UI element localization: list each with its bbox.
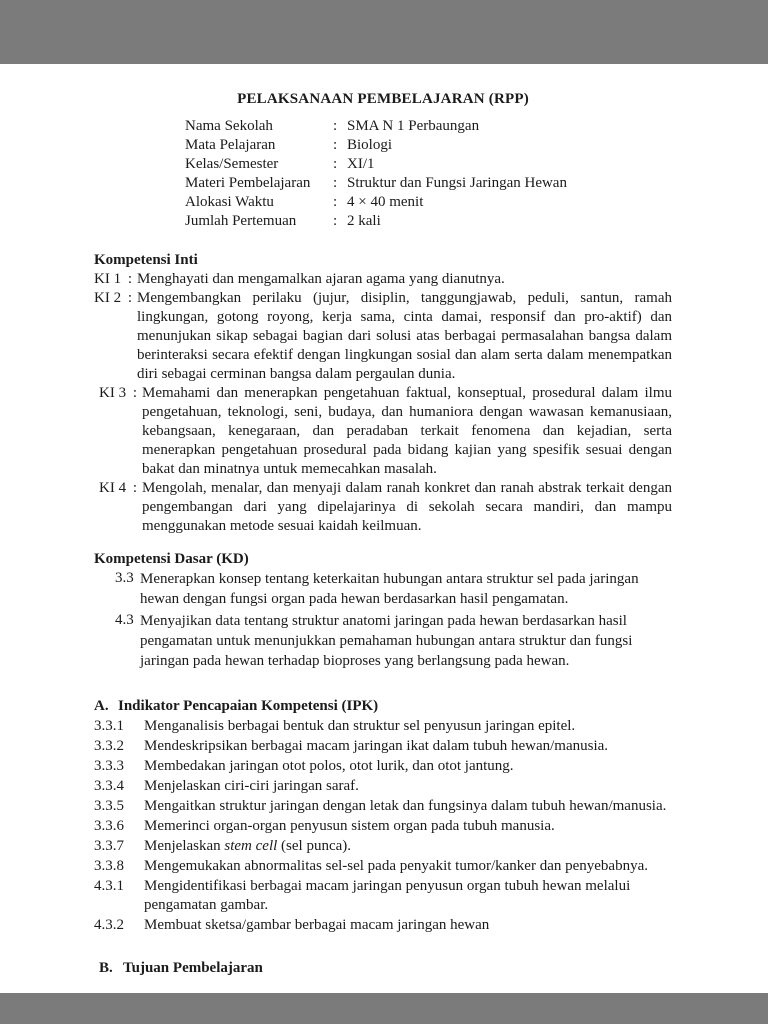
ipk-item-4-3-2 (94, 916, 672, 935)
heading-ipk (94, 697, 672, 716)
info-label: Kelas/Semester (185, 156, 279, 172)
ki-item-3 (94, 384, 672, 479)
info-row-nama-sekolah (185, 117, 672, 136)
ipk-number: 3.3.1 (94, 718, 124, 734)
ki-separator: : (127, 271, 133, 287)
kd-text: Menyajikan data tentang struktur anatomi jaringan pada hewan berdasarkan hasil pengamatan untuk menunjukkan pemahaman hubungan antara struktur dan fungsi jaringan pada hewan terhadap bioproses yang berlangsung pada hewan. (140, 613, 633, 669)
ki-item-2 (94, 289, 672, 384)
ipk-number: 3.3.5 (94, 798, 124, 814)
ipk-item-4-3-1 (94, 877, 672, 915)
kompetensi-dasar-list (94, 569, 672, 671)
ipk-item-3-3-3 (94, 757, 672, 776)
heading-kompetensi-inti: Kompetensi Inti (94, 252, 198, 268)
info-block (185, 117, 672, 231)
ipk-item-3-3-2 (94, 737, 672, 756)
ipk-number: 3.3.7 (94, 838, 124, 854)
info-value: XI/1 (347, 156, 375, 172)
ipk-text: Mengemukakan abnormalitas sel-sel pada penyakit tumor/kanker dan penyebabnya. (144, 858, 648, 874)
ipk-text: Mengidentifikasi berbagai macam jaringan penyusun organ tubuh hewan melalui pengamatan gambar. (144, 878, 631, 913)
ipk-number: 3.3.4 (94, 778, 124, 794)
ki-text: Mengembangkan perilaku (jujur, disiplin, tanggungjawab, peduli, santun, ramah lingkungan, gotong royong, kerja sama, cinta damai, responsif dan pro-aktif) dan menunjukan sikap sebagai bagian dari solusi atas berbagai permasalahan bangsa dalam berinteraksi secara efektif dengan lingkungan sosial dan alam serta dalam menempatkan diri sebagai cerminan bangsa dalam pergaulan dunia. (137, 290, 672, 382)
info-label: Mata Pelajaran (185, 137, 276, 153)
ipk-text-prefix: Menjelaskan (144, 838, 225, 854)
ipk-text (144, 837, 672, 856)
info-value: Biologi (347, 137, 393, 153)
ipk-text: Mendeskripsikan berbagai macam jaringan ikat dalam tubuh hewan/manusia. (144, 738, 609, 754)
info-separator: : (333, 156, 338, 172)
ipk-list (94, 717, 672, 935)
ipk-text-suffix: (sel punca). (277, 838, 352, 854)
ki-label: KI 4 (99, 480, 127, 496)
document-page (0, 64, 768, 993)
ipk-item-3-3-6 (94, 817, 672, 836)
ipk-text-italic: stem cell (224, 838, 278, 854)
kd-number: 4.3 (115, 612, 134, 628)
ipk-text: Menjelaskan ciri-ciri jaringan saraf. (144, 778, 359, 794)
ki-label: KI 2 (94, 290, 122, 306)
kd-text: Menerapkan konsep tentang keterkaitan hubungan antara struktur sel pada jaringan hewan dengan fungsi organ pada hewan berdasarkan hasil pengamatan. (140, 571, 639, 607)
ki-label: KI 1 (94, 271, 122, 287)
ki-item-1 (94, 270, 672, 289)
info-separator: : (333, 175, 338, 191)
heading-tujuan-pembelajaran (99, 959, 672, 978)
ki-label: KI 3 (99, 385, 127, 401)
ipk-number: 3.3.2 (94, 738, 124, 754)
ki-text: Mengolah, menalar, dan menyaji dalam ranah konkret dan ranah abstrak terkait dengan pengembangan dari yang dipelajarinya di sekolah secara mandiri, dan mampu menggunakan metode sesuai kaidah keilmuan. (142, 480, 672, 534)
info-label: Materi Pembelajaran (185, 175, 311, 191)
ki-text: Memahami dan menerapkan pengetahuan faktual, konseptual, prosedural dalam ilmu pengetahuan, teknologi, seni, budaya, dan humaniora dengan wawasan kemanusiaan, kebangsaan, kenegaraan, dan peradaban terkait fenomena dan kejadian, serta menerapkan pengetahuan prosedural pada bidang kajian yang spesifik sesuai dengan bakat dan minatnya untuk memecahkan masalah. (142, 385, 672, 477)
info-value: SMA N 1 Perbaungan (347, 118, 480, 134)
info-row-mata-pelajaran (185, 136, 672, 155)
info-row-alokasi-waktu (185, 193, 672, 212)
ipk-number: 4.3.2 (94, 917, 124, 933)
kompetensi-inti-list (94, 270, 672, 536)
ipk-text: Menganalisis berbagai bentuk dan struktur sel penyusun jaringan epitel. (144, 718, 576, 734)
info-value: 2 kali (347, 213, 381, 229)
document-title: PELAKSANAAN PEMBELAJARAN (RPP) (237, 91, 529, 107)
ki-separator: : (127, 290, 133, 306)
info-row-materi-pembelajaran (185, 174, 672, 193)
ipk-number: 3.3.3 (94, 758, 124, 774)
ipk-item-3-3-5 (94, 797, 672, 816)
ki-item-4 (94, 479, 672, 536)
info-value: Struktur dan Fungsi Jaringan Hewan (347, 175, 567, 191)
ipk-text: Membuat sketsa/gambar berbagai macam jaringan hewan (144, 917, 490, 933)
heading-ipk-text: Indikator Pencapaian Kompetensi (IPK) (118, 698, 379, 714)
ipk-text: Mengaitkan struktur jaringan dengan letak dan fungsinya dalam tubuh hewan/manusia. (144, 798, 667, 814)
info-separator: : (333, 118, 338, 134)
heading-kompetensi-dasar: Kompetensi Dasar (KD) (94, 551, 249, 567)
heading-tujuan-text: Tujuan Pembelajaran (123, 960, 263, 976)
info-separator: : (333, 213, 338, 229)
info-separator: : (333, 194, 338, 210)
ipk-item-3-3-1 (94, 717, 672, 736)
ipk-number: 4.3.1 (94, 878, 124, 894)
ki-separator: : (132, 480, 138, 496)
info-label: Nama Sekolah (185, 118, 273, 134)
info-label: Jumlah Pertemuan (185, 213, 297, 229)
ki-separator: : (132, 385, 138, 401)
kd-item-4-3 (115, 611, 672, 671)
ipk-number: 3.3.8 (94, 858, 124, 874)
info-row-jumlah-pertemuan (185, 212, 672, 231)
ki-text: Menghayati dan mengamalkan ajaran agama yang dianutnya. (137, 271, 505, 287)
ipk-item-3-3-8 (94, 857, 672, 876)
kd-number: 3.3 (115, 570, 134, 586)
info-label: Alokasi Waktu (185, 194, 274, 210)
kd-item-3-3 (115, 569, 672, 609)
info-separator: : (333, 137, 338, 153)
info-row-kelas-semester (185, 155, 672, 174)
heading-tujuan-letter: B. (99, 960, 113, 976)
heading-ipk-letter: A. (94, 698, 109, 714)
ipk-item-3-3-4 (94, 777, 672, 796)
ipk-text: Memerinci organ-organ penyusun sistem organ pada tubuh manusia. (144, 818, 555, 834)
ipk-text: Membedakan jaringan otot polos, otot lurik, dan otot jantung. (144, 758, 514, 774)
ipk-number: 3.3.6 (94, 818, 124, 834)
info-value: 4 × 40 menit (347, 194, 424, 210)
ipk-item-3-3-7 (94, 837, 672, 856)
